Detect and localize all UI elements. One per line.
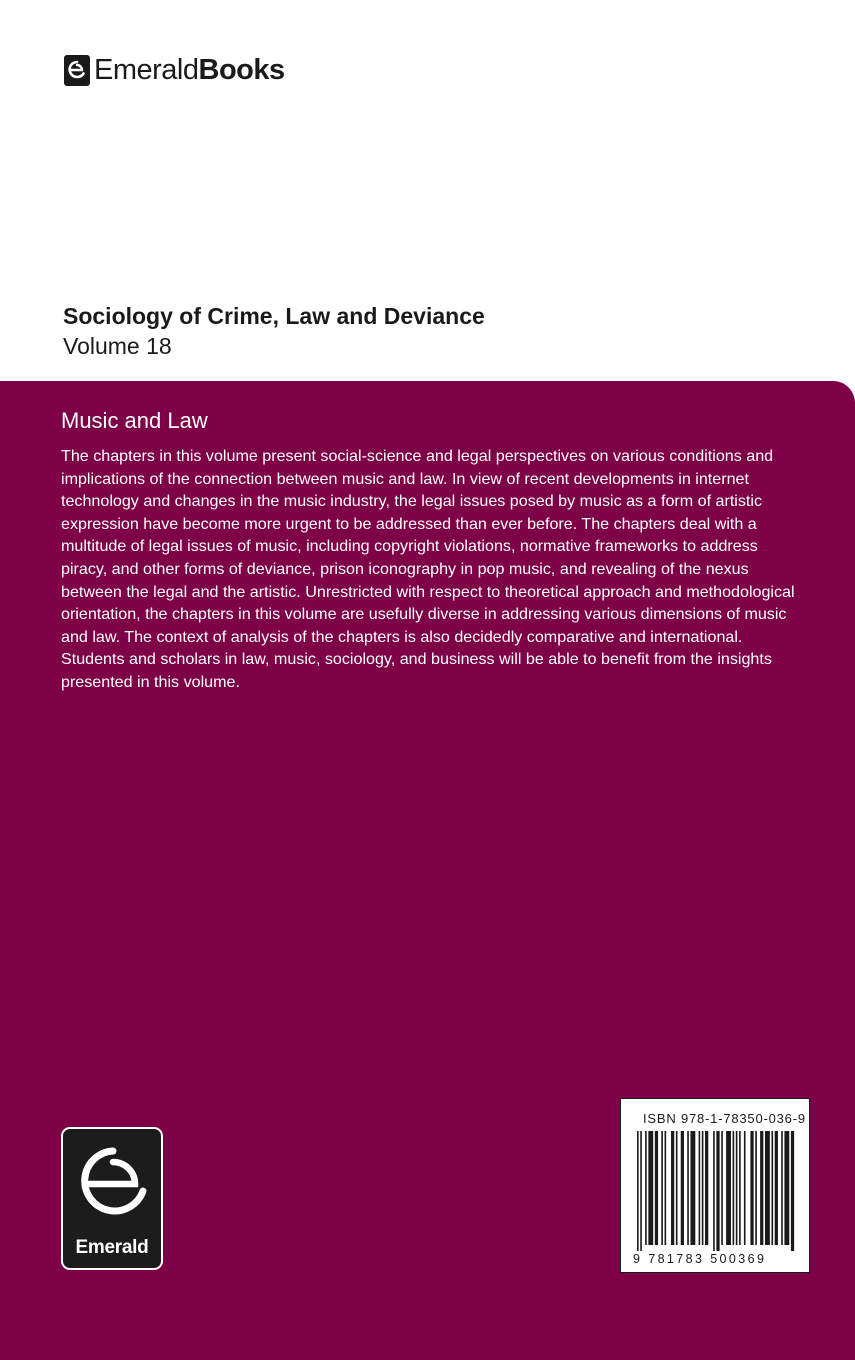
- brand-light-text: Emerald: [94, 53, 199, 86]
- emerald-books-brand: [64, 54, 285, 86]
- barcode-bar: [775, 1131, 778, 1245]
- barcode-bar: [702, 1131, 704, 1245]
- barcode-bar: [791, 1131, 794, 1251]
- barcode-bar: [640, 1131, 642, 1251]
- barcode-bar: [755, 1131, 757, 1245]
- barcode-bar: [750, 1131, 753, 1245]
- isbn-label: ISBN 978-1-78350-036-9: [643, 1111, 806, 1126]
- barcode-bar: [713, 1131, 715, 1251]
- series-title: Sociology of Crime, Law and Deviance: [63, 303, 485, 329]
- barcode-bar: [648, 1131, 653, 1245]
- barcode-bar: [665, 1131, 667, 1245]
- barcode-bar: [771, 1131, 773, 1245]
- barcode-bar: [744, 1131, 746, 1245]
- barcode-bar: [699, 1131, 701, 1245]
- barcode-bar: [765, 1131, 770, 1245]
- book-title: Music and Law: [61, 408, 208, 433]
- barcode-bar: [760, 1131, 763, 1245]
- barcode-bar: [726, 1131, 731, 1245]
- barcode-bar: [736, 1131, 738, 1245]
- barcode-bar: [705, 1131, 708, 1245]
- isbn-barcode: [620, 1098, 810, 1273]
- emerald-logo-badge: [61, 1127, 163, 1270]
- book-blurb: The chapters in this volume present social-science and legal perspectives on various conditions and implications of the connection between music and law. In view of recent developments in internet technology and changes in the music industry, the legal issues posed by music as a form of artistic expression have become more urgent to be addressed than ever before. The chapters deal with a multitude of legal issues of music, including copyright violations, normative frameworks to address piracy, and other forms of deviance, prison iconography in pop music, and revealing of the nexus between the legal and the artistic. Unrestricted with respect to theoretical approach and methodological orientation, the chapters in this volume are usefully diverse in addressing various dimensions of music and law. The context of analysis of the chapters is also decidedly comparative and international. Students and scholars in law, music, sociology, and business will be able to benefit from the insights presented in this volume.: [61, 447, 795, 691]
- brand-wordmark: [94, 53, 285, 86]
- barcode-bars: [633, 1131, 799, 1251]
- barcode-bar: [671, 1131, 674, 1245]
- barcode-bar: [784, 1131, 789, 1245]
- barcode-bar: [716, 1131, 719, 1251]
- barcode-bar: [645, 1131, 647, 1245]
- barcode-bar: [637, 1131, 639, 1251]
- barcode-bar: [781, 1131, 783, 1245]
- logo-label: Emerald: [75, 1237, 149, 1258]
- barcode-digits: 9 781783 500369: [633, 1252, 767, 1266]
- emerald-e-icon: [73, 1139, 153, 1234]
- barcode-bar: [655, 1131, 658, 1245]
- barcode-bar: [739, 1131, 741, 1245]
- barcode-bar: [687, 1131, 689, 1245]
- barcode-bar: [733, 1131, 735, 1245]
- barcode-bar: [676, 1131, 678, 1245]
- series-volume: Volume 18: [63, 333, 172, 359]
- barcode-bar: [721, 1131, 723, 1245]
- brand-bold-text: Books: [198, 53, 285, 86]
- barcode-bar: [661, 1131, 663, 1245]
- emerald-e-icon: [64, 55, 90, 86]
- barcode-bar: [690, 1131, 695, 1245]
- barcode-bar: [681, 1131, 684, 1245]
